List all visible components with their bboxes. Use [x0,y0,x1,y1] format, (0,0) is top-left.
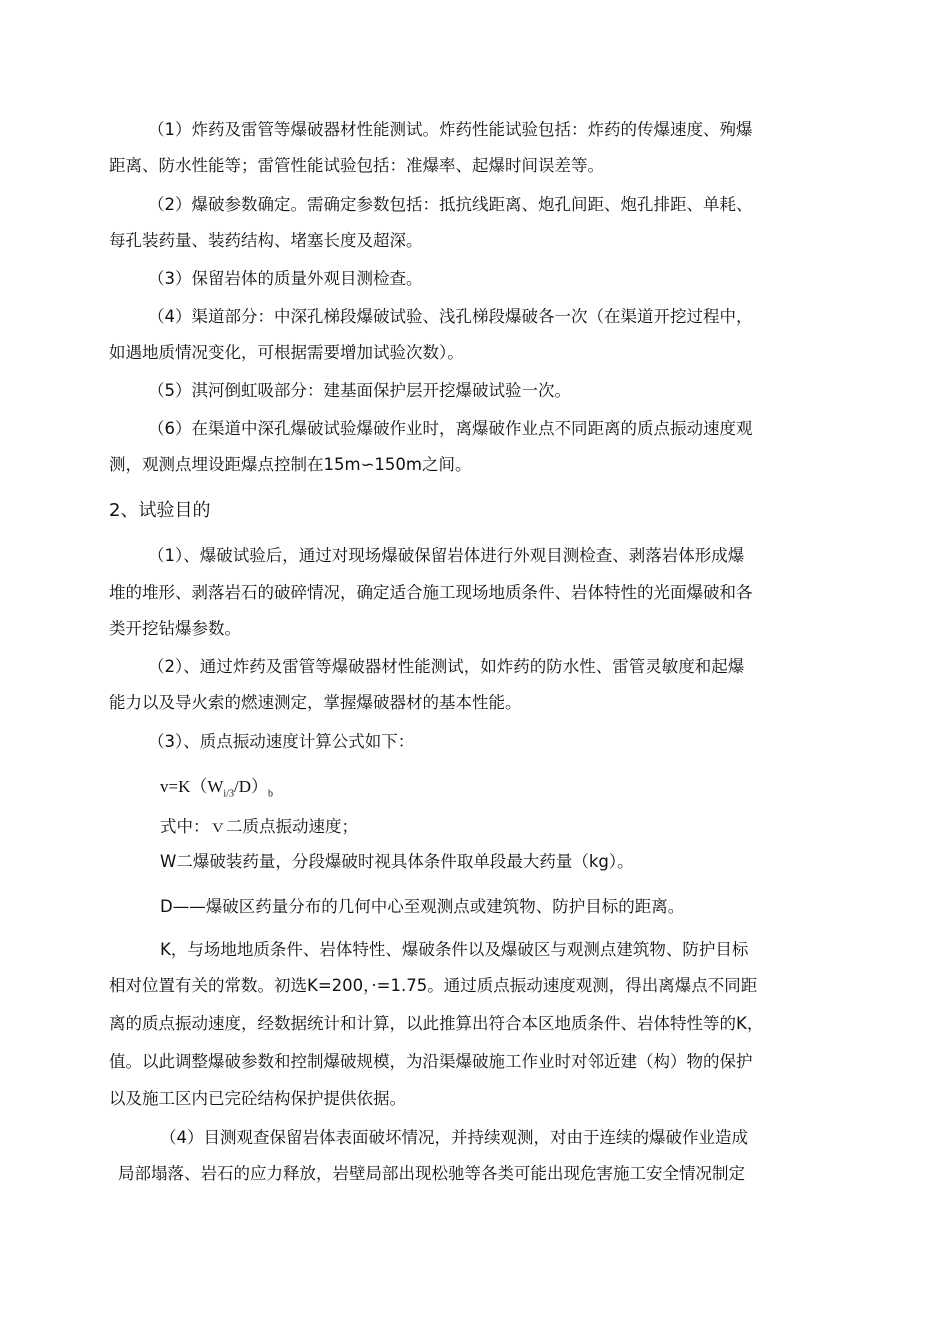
formula [160,776,273,805]
text-line: 能力以及导火索的燃速测定，掌握爆破器材的基本性能。 [109,693,522,712]
text-line: （5）淇河倒虹吸部分：建基面保护层开挖爆破试验一次。 [148,381,571,400]
formula-subscript: i/3 [223,788,234,800]
text-line: K，与场地地质条件、岩体特性、爆破条件以及爆破区与观测点建筑物、防护目标 [160,940,749,959]
text-line: 式中：ｖ二质点振动速度； [160,817,358,836]
formula-mid: /D） [233,777,268,796]
text-line: 离的质点振动速度，经数据统计和计算，以此推算出符合本区地质条件、岩体特性等的K， [109,1014,764,1033]
text-line: 以及施工区内已完砼结构保护提供依据。 [109,1089,406,1108]
text-line: 堆的堆形、剥落岩石的破碎情况，确定适合施工现场地质条件、岩体特性的光面爆破和各 [109,583,753,602]
text-line: （3）、质点振动速度计算公式如下： [148,732,415,751]
formula-exponent: b [267,788,273,800]
text-line: （1）炸药及雷管等爆破器材性能测试。炸药性能试验包括：炸药的传爆速度、殉爆 [148,120,753,139]
text-line: 如遇地质情况变化，可根据需要增加试验次数）。 [109,343,464,362]
text-line: （4）目测观查保留岩体表面破坏情况，并持续观测，对由于连续的爆破作业造成 [160,1128,748,1147]
text-line: （4）渠道部分：中深孔梯段爆破试验、浅孔梯段爆破各一次（在渠道开挖过程中， [148,307,753,326]
text-line: （3）保留岩体的质量外观目测检查。 [148,269,423,288]
text-line: D——爆破区药量分布的几何中心至观测点或建筑物、防护目标的距离。 [160,897,685,916]
text-line: 距离、防水性能等；雷管性能试验包括：准爆率、起爆时间误差等。 [109,156,604,175]
text-line: 局部塌落、岩石的应力释放，岩壁局部出现松驰等各类可能出现危害施工安全情况制定 [118,1164,745,1183]
text-line: 测，观测点埋设距爆点控制在15m∽150m之间。 [109,455,472,474]
text-line: 类开挖钻爆参数。 [109,619,241,638]
text-line: （6）在渠道中深孔爆破试验爆破作业时，离爆破作业点不同距离的质点振动速度观 [148,419,753,438]
text-line: （2）爆破参数确定。需确定参数包括：抵抗线距离、炮孔间距、炮孔排距、单耗、 [148,195,753,214]
section-heading: 2、试验目的 [109,500,211,521]
text-line: 每孔装药量、装药结构、堵塞长度及超深。 [109,231,423,250]
text-line: 值。以此调整爆破参数和控制爆破规模，为沿渠爆破施工作业时对邻近建（构）物的保护 [109,1052,753,1071]
text-line: W二爆破装药量，分段爆破时视具体条件取单段最大药量（kg）。 [160,852,634,871]
text-line: （1）、爆破试验后，通过对现场爆破保留岩体进行外观目测检查、剥落岩体形成爆 [148,546,745,565]
formula-main: v=K（W [160,777,224,796]
text-line: 相对位置有关的常数。初选K=200，·=1.75。通过质点振动速度观测，得出离爆点不同距 [109,976,758,995]
text-line: （2）、通过炸药及雷管等爆破器材性能测试，如炸药的防水性、雷管灵敏度和起爆 [148,657,745,676]
